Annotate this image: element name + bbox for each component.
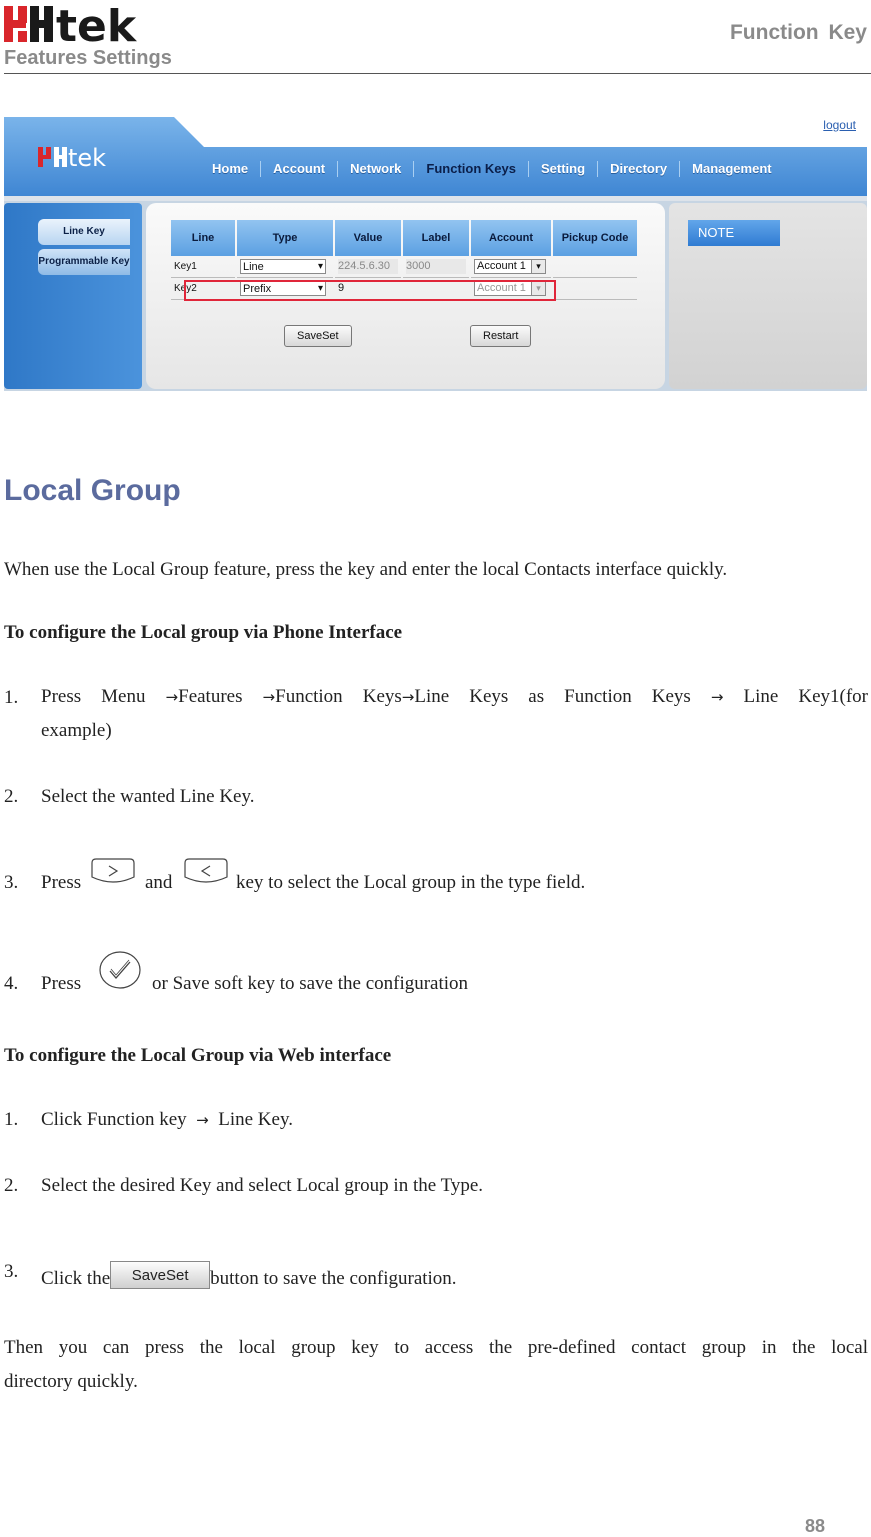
phone-step-1-text (41, 680, 868, 714)
arrow-icon: → (196, 1111, 209, 1129)
column-header-line: Line (171, 220, 235, 256)
type-select[interactable]: Prefix ▾ (240, 281, 326, 296)
row-key-cell: Key2 (171, 278, 235, 300)
arrow-icon: → (710, 688, 724, 706)
column-header-account: Account (471, 220, 551, 256)
web-ui-screenshot (4, 117, 867, 391)
type-select[interactable]: Line ▾ (240, 259, 326, 274)
web-step-2-number: 2. (4, 1175, 19, 1196)
header-chapter-title: Function Key (729, 21, 867, 44)
nav-network[interactable]: Network (338, 161, 414, 177)
web-step-3-text (41, 1261, 457, 1290)
phone-step-1-continuation: example) (41, 720, 112, 741)
step-text-function-key: Click Function key (41, 1109, 187, 1130)
account-select-value: Account 1 (477, 282, 526, 294)
phone-step-3-number: 3. (4, 872, 19, 893)
arrow-icon: → (401, 688, 415, 706)
phone-step-4-press: Press (41, 973, 82, 994)
closing-paragraph-line-2: directory quickly. (4, 1371, 138, 1392)
step-text-click-the: Click the (41, 1268, 111, 1289)
note-tab: NOTE (688, 220, 780, 246)
header-section-title: Features Settings (4, 47, 172, 69)
web-step-1-text (41, 1109, 293, 1131)
value-input[interactable]: 9 (338, 282, 345, 294)
step-text-save: button to save the configuration. (210, 1268, 457, 1289)
phone-step-3-press: Press (41, 872, 82, 893)
svg-text:tek: tek (56, 4, 137, 44)
phone-step-4-rest: or Save soft key to save the configuration (152, 973, 469, 994)
column-header-label: Label (403, 220, 469, 256)
closing-paragraph-line-1: Then you can press the local group key to access the pre-defined contact group in the local (4, 1337, 868, 1358)
saveset-button-image: SaveSet (110, 1261, 210, 1289)
label-cell (403, 256, 469, 278)
saveset-button[interactable]: SaveSet (284, 325, 352, 347)
value-cell (335, 256, 401, 278)
ok-key-icon (98, 950, 142, 990)
label-input[interactable]: 3000 (406, 259, 466, 274)
chevron-down-icon: ▾ (531, 282, 545, 295)
phone-step-1-number: 1. (4, 687, 19, 708)
step-text-line-keys: Line Keys as Function Keys (414, 686, 691, 707)
intro-paragraph: When use the Local Group feature, press the key and enter the local Contacts interface quickly. (4, 559, 728, 580)
phone-step-2-text: Select the wanted Line Key. (41, 786, 255, 807)
web-step-2-text: Select the desired Key and select Local group in the Type. (41, 1175, 484, 1196)
nav-directory[interactable]: Directory (598, 161, 680, 177)
nav-function-keys[interactable]: Function Keys (414, 161, 529, 177)
phone-step-4-number: 4. (4, 973, 19, 994)
column-header-pickup-code: Pickup Code (553, 220, 637, 256)
pickup-code-cell[interactable] (553, 256, 637, 278)
phone-interface-heading: To configure the Local group via Phone Interface (4, 622, 403, 643)
htek-logo (4, 4, 190, 44)
value-input[interactable]: 224.5.6.30 (338, 259, 398, 274)
ui-nav-bar (200, 161, 784, 177)
column-header-value: Value (335, 220, 401, 256)
web-step-1-number: 1. (4, 1109, 19, 1130)
chevron-down-icon: ▾ (531, 260, 545, 273)
nav-setting[interactable]: Setting (529, 161, 598, 177)
step-text-features: Features (178, 686, 243, 707)
type-cell (237, 256, 333, 278)
phone-step-2-number: 2. (4, 786, 19, 807)
account-select[interactable] (474, 259, 546, 274)
sidebar-item-line-key[interactable]: Line Key (38, 219, 130, 245)
row-key-cell: Key1 (171, 256, 235, 278)
column-header-type: Type (237, 220, 333, 256)
step-text-line-key1: Line Key1(for (743, 686, 869, 707)
arrow-icon: → (165, 688, 179, 706)
header-divider (4, 73, 871, 74)
right-arrow-key-icon (90, 857, 136, 885)
highlight-box (184, 280, 556, 301)
arrow-icon: → (262, 688, 276, 706)
pickup-code-cell[interactable] (553, 278, 637, 300)
section-title: Local Group (4, 474, 181, 507)
svg-text:tek: tek (68, 144, 107, 169)
phone-step-3-rest: key to select the Local group in the type field. (236, 872, 586, 893)
web-step-3-number: 3. (4, 1261, 19, 1282)
left-arrow-key-icon (183, 857, 229, 885)
page-number: 88 (804, 1516, 825, 1536)
restart-button[interactable]: Restart (470, 325, 531, 347)
table-row (171, 256, 637, 278)
ui-htek-logo (38, 143, 150, 169)
web-interface-heading: To configure the Local Group via Web interface (4, 1045, 392, 1066)
nav-home[interactable]: Home (200, 161, 261, 177)
nav-account[interactable]: Account (261, 161, 338, 177)
account-select-value: Account 1 (477, 260, 526, 272)
step-text-menu: Press Menu (41, 686, 146, 707)
step-text-function-keys: Function Keys (275, 686, 402, 707)
sidebar-item-programmable-key[interactable]: Programmable Key (38, 249, 130, 275)
nav-management[interactable]: Management (692, 161, 772, 176)
logout-link[interactable]: logout (823, 118, 856, 132)
step-text-line-key: Line Key. (218, 1109, 293, 1130)
account-cell (471, 256, 551, 278)
phone-step-3-and: and (145, 872, 173, 893)
ui-sidebar (4, 203, 142, 389)
